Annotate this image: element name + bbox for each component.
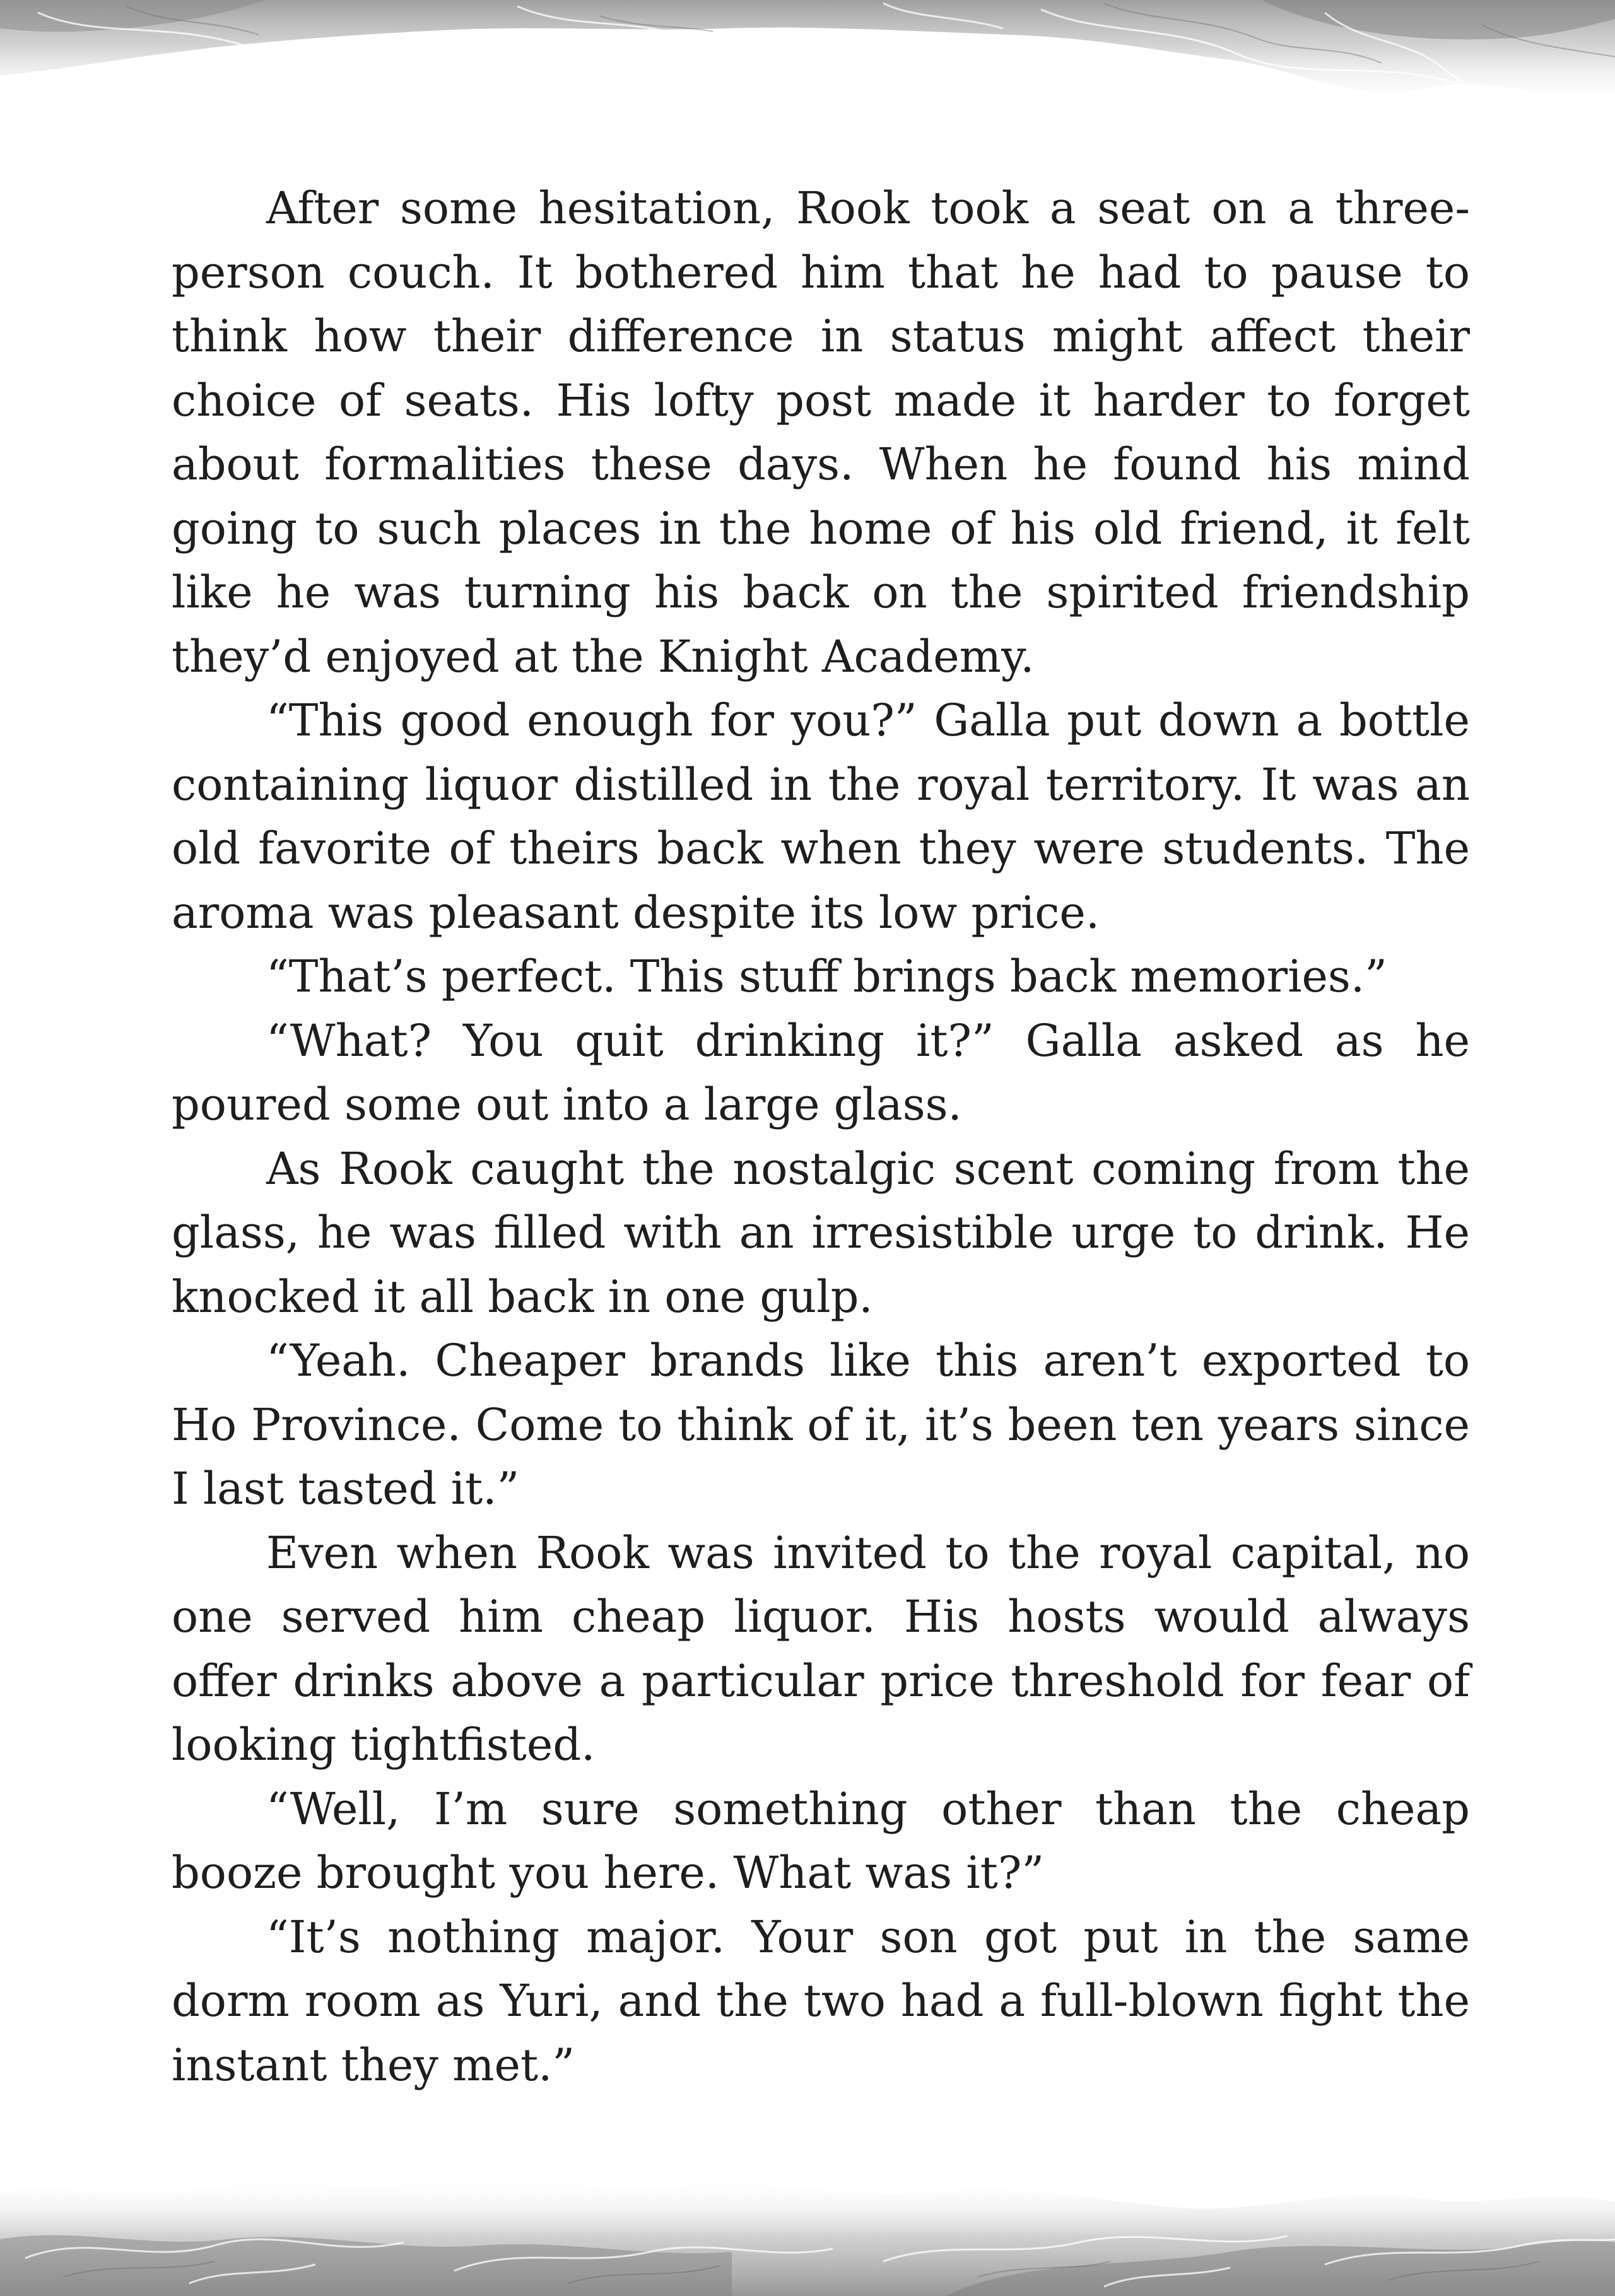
- paragraph: “This good enough for you?” Galla put down a bottle containing liquor distilled in the royal territory. It was an old favorite of theirs back when they were students. The aroma was pleasant despite its low price.: [172, 694, 1470, 939]
- paragraph: “Yeah. Cheaper brands like this aren’t exported to Ho Province. Come to think of it, it’s been ten years since I last tasted it.”: [172, 1335, 1470, 1514]
- paragraph: “It’s nothing major. Your son got put in the same dorm room as Yuri, and the two had a full-blown fight the instant they met.”: [172, 1911, 1470, 2091]
- paragraph: Even when Rook was invited to the royal capital, no one served him cheap liquor. His hosts would always offer drinks above a particular price threshold for fear of looking tightfisted.: [172, 1526, 1470, 1771]
- paragraph: “What? You quit drinking it?” Galla asked as he poured some out into a large glass.: [172, 1014, 1470, 1130]
- paragraph: “That’s perfect. This stuff brings back memories.”: [266, 951, 1387, 1002]
- top-marble-texture: [0, 0, 1615, 145]
- paragraph: After some hesitation, Rook took a seat on a three-person couch. It bothered him that he had to pause to think how their difference in status might affect their choice of seats. His lofty post made it harder to forget about formalities these days. When he found his mind going to such places in the home of his old friend, it felt like he was turning his back on the spirited friendship they’d enjoyed at the Knight Academy.: [172, 182, 1470, 682]
- body-text: [172, 177, 1470, 2097]
- paragraph: “Well, I’m sure something other than the cheap booze brought you here. What was it?”: [172, 1783, 1470, 1899]
- paragraph: As Rook caught the nostalgic scent coming from the glass, he was filled with an irresistible urge to drink. He knocked it all back in one gulp.: [172, 1142, 1470, 1323]
- bottom-marble-texture: [0, 2132, 1615, 2296]
